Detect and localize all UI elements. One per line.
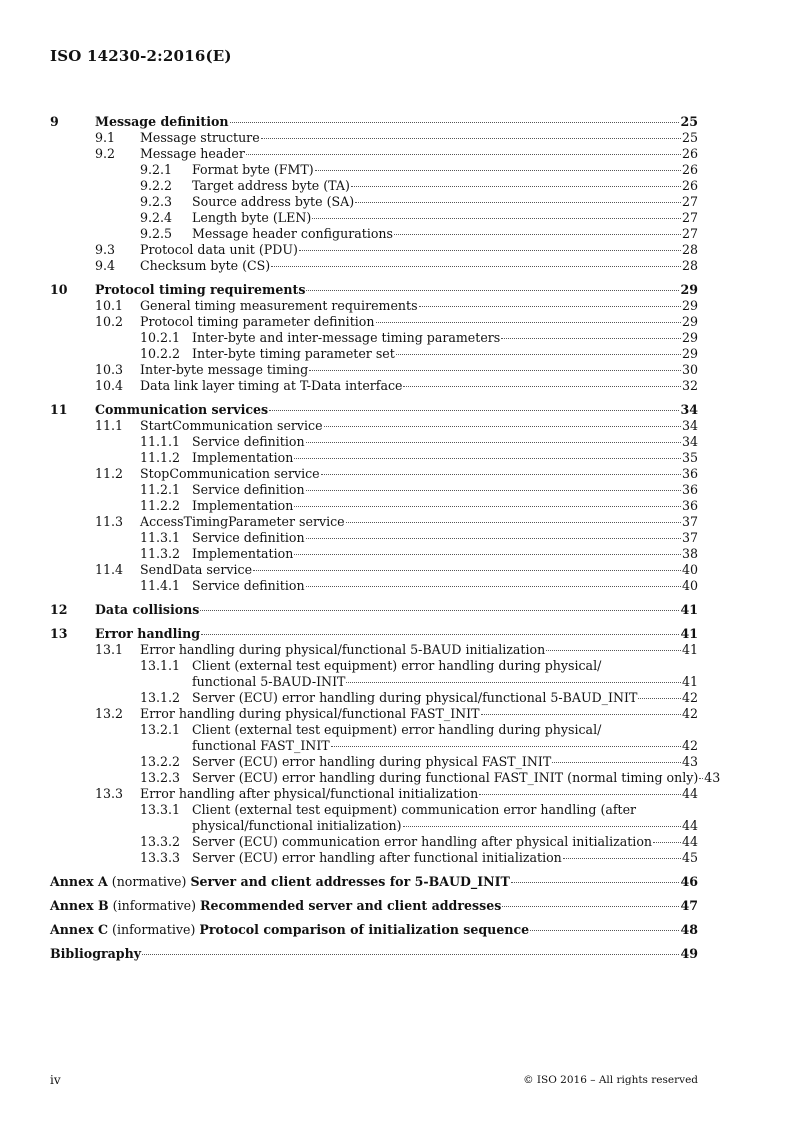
dot-leader xyxy=(312,218,681,219)
toc-entry-title-continued: functional 5-BAUD-INIT xyxy=(192,674,346,689)
table-of-contents xyxy=(50,114,721,962)
toc-entry-page: 30 xyxy=(681,362,698,377)
dot-leader xyxy=(299,250,681,251)
toc-entry-number: 13.2 xyxy=(95,706,124,721)
toc-subsection-13-2[interactable] xyxy=(50,706,698,722)
toc-entry-number: 11.1.2 xyxy=(140,450,181,465)
toc-entry-number: 9.4 xyxy=(95,258,116,273)
dot-leader xyxy=(653,842,681,843)
dot-leader xyxy=(306,586,681,587)
toc-entry-number: 13.1 xyxy=(95,642,124,657)
dot-leader xyxy=(315,170,681,171)
toc-entry-title: Error handling during physical/functional FAST_INIT xyxy=(140,706,480,721)
toc-entry-number: 13.3.1 xyxy=(140,802,181,817)
toc-subsection-9-2[interactable] xyxy=(50,146,698,162)
toc-subsubsection-13-1-1-continuation[interactable] xyxy=(50,674,698,690)
toc-entry-title: Service definition xyxy=(192,482,305,497)
dot-leader xyxy=(355,202,681,203)
toc-entry-page: 42 xyxy=(681,738,698,753)
dot-leader xyxy=(479,794,681,795)
toc-subsection-11-3[interactable] xyxy=(50,514,698,530)
toc-entry-page: 41 xyxy=(681,642,698,657)
dot-leader xyxy=(403,386,680,387)
toc-entry-number: 9.2 xyxy=(95,146,116,161)
annex-title: Protocol comparison of initialization sequence xyxy=(199,922,530,937)
dot-leader xyxy=(563,858,681,859)
toc-section-9[interactable] xyxy=(50,114,698,130)
toc-entry-number: 9.2.1 xyxy=(140,162,173,177)
dot-leader xyxy=(324,426,681,427)
toc-entry-number: 9.2.3 xyxy=(140,194,173,209)
toc-entry-number: 13.2.1 xyxy=(140,722,181,737)
dot-leader xyxy=(253,570,681,571)
toc-entry-title: Server (ECU) error handling during functional FAST_INIT (normal timing only) xyxy=(192,770,699,785)
toc-entry-title: Client (external test equipment) communication error handling (after xyxy=(192,802,637,817)
dot-leader xyxy=(246,154,681,155)
toc-subsubsection-9-2-1[interactable] xyxy=(50,162,698,178)
toc-entry-number: 9 xyxy=(50,114,59,129)
toc-entry-number: 13.3 xyxy=(95,786,124,801)
toc-entry-title: Protocol timing parameter definition xyxy=(140,314,375,329)
toc-entry-number: 10 xyxy=(50,282,68,297)
toc-entry-title: Checksum byte (CS) xyxy=(140,258,271,273)
annex-title: Server and client addresses for 5-BAUD_INIT xyxy=(190,874,510,889)
annex-title: Recommended server and client addresses xyxy=(200,898,502,913)
toc-entry-title: Message header configurations xyxy=(192,226,394,241)
dot-leader xyxy=(699,778,703,779)
toc-subsubsection-9-2-2[interactable] xyxy=(50,178,698,194)
toc-entry-number: 9.2.2 xyxy=(140,178,173,193)
toc-entry-page: 29 xyxy=(681,346,698,361)
dot-leader xyxy=(396,354,681,355)
dot-leader xyxy=(306,290,679,291)
toc-entry-title: Inter-byte timing parameter set xyxy=(192,346,395,361)
toc-entry-page: 37 xyxy=(681,514,698,529)
toc-subsection-11-2[interactable] xyxy=(50,466,698,482)
toc-entry-number: 11.2 xyxy=(95,466,124,481)
toc-entry-number: 9.3 xyxy=(95,242,116,257)
dot-leader xyxy=(269,410,679,411)
dot-leader xyxy=(230,122,680,123)
dot-leader xyxy=(394,234,681,235)
toc-subsection-11-1[interactable] xyxy=(50,418,698,434)
toc-entry-page: 43 xyxy=(681,754,698,769)
dot-leader xyxy=(403,826,681,827)
dot-leader xyxy=(294,458,681,459)
dot-leader xyxy=(419,306,681,307)
page-number: iv xyxy=(50,1073,61,1087)
toc-subsection-10-3[interactable] xyxy=(50,362,698,378)
toc-entry-number: 12 xyxy=(50,602,68,617)
toc-subsection-10-4[interactable] xyxy=(50,378,698,394)
toc-subsubsection-10-2-2[interactable] xyxy=(50,346,698,362)
toc-subsection-11-4[interactable] xyxy=(50,562,698,578)
toc-entry-title: General timing measurement requirements xyxy=(140,298,418,313)
toc-entry-page: 29 xyxy=(681,330,698,345)
toc-entry-page: 28 xyxy=(681,258,698,273)
toc-entry-number: 11.1 xyxy=(95,418,124,433)
toc-entry-title: Error handling during physical/functional 5-BAUD initialization xyxy=(140,642,546,657)
toc-entry-page: 42 xyxy=(681,706,698,721)
toc-entry-title: Service definition xyxy=(192,578,305,593)
toc-subsubsection-11-2-2[interactable] xyxy=(50,498,698,514)
toc-entry-page: 43 xyxy=(704,770,721,785)
dot-leader xyxy=(376,322,681,323)
toc-entry-page: 36 xyxy=(681,498,698,513)
toc-entry-title: AccessTimingParameter service xyxy=(140,514,345,529)
toc-entry-page: 41 xyxy=(680,626,698,641)
toc-entry-page: 40 xyxy=(681,578,698,593)
toc-subsubsection-9-2-3[interactable] xyxy=(50,194,698,210)
annex-label: Annex A xyxy=(50,874,108,889)
dot-leader xyxy=(511,882,680,883)
toc-entry-title: Error handling xyxy=(95,626,201,641)
toc-annex-a[interactable] xyxy=(50,874,698,890)
toc-subsubsection-11-3-2[interactable] xyxy=(50,546,698,562)
toc-section-10[interactable] xyxy=(50,282,698,298)
toc-entry-number: 13.3.2 xyxy=(140,834,181,849)
toc-entry-number: 11.2.1 xyxy=(140,482,181,497)
toc-entry-page: 25 xyxy=(681,130,698,145)
toc-entry-title-continued: functional FAST_INIT xyxy=(192,738,330,753)
toc-entry-page: 48 xyxy=(680,922,698,937)
toc-subsection-9-4[interactable] xyxy=(50,258,698,274)
toc-subsubsection-9-2-4[interactable] xyxy=(50,210,698,226)
annex-label: Annex C xyxy=(50,922,109,937)
toc-entry-title: Data collisions xyxy=(95,602,200,617)
toc-subsubsection-11-2-1[interactable] xyxy=(50,482,698,498)
toc-entry-title: StopCommunication service xyxy=(140,466,320,481)
toc-entry-page: 29 xyxy=(681,298,698,313)
toc-entry-page: 34 xyxy=(681,418,698,433)
toc-entry-page: 27 xyxy=(681,210,698,225)
toc-entry-page: 40 xyxy=(681,562,698,577)
toc-entry-page: 26 xyxy=(681,162,698,177)
toc-entry-page: 47 xyxy=(680,898,698,913)
toc-entry-title: Communication services xyxy=(95,402,269,417)
toc-entry-number: 11 xyxy=(50,402,68,417)
toc-entry-title: Server (ECU) error handling during physical FAST_INIT xyxy=(192,754,552,769)
toc-entry-number: 13.1.1 xyxy=(140,658,181,673)
toc-entry-page: 29 xyxy=(681,314,698,329)
toc-entry-page: 44 xyxy=(681,818,698,833)
toc-section-12[interactable] xyxy=(50,602,698,618)
toc-entry-page: 44 xyxy=(681,834,698,849)
copyright-notice: © ISO 2016 – All rights reserved xyxy=(523,1074,698,1086)
toc-entry-page: 26 xyxy=(681,146,698,161)
toc-entry-page: 37 xyxy=(681,530,698,545)
toc-section-11[interactable] xyxy=(50,402,698,418)
dot-leader xyxy=(261,138,681,139)
dot-leader xyxy=(200,610,679,611)
toc-entry-number: 9.1 xyxy=(95,130,116,145)
toc-entry-page: 32 xyxy=(681,378,698,393)
toc-entry-number: 10.1 xyxy=(95,298,124,313)
dot-leader xyxy=(351,186,681,187)
toc-entry-title: Message structure xyxy=(140,130,260,145)
toc-entry-page: 44 xyxy=(681,786,698,801)
toc-subsubsection-10-2-1[interactable] xyxy=(50,330,698,346)
toc-entry-number: 10.3 xyxy=(95,362,124,377)
toc-entry-number: 11.3 xyxy=(95,514,124,529)
toc-entry-page: 29 xyxy=(680,282,698,297)
annex-kind: (informative) xyxy=(112,898,196,913)
toc-entry-number: 11.2.2 xyxy=(140,498,181,513)
toc-subsubsection-13-2-1[interactable] xyxy=(50,722,698,738)
toc-entry-number: 11.3.1 xyxy=(140,530,181,545)
toc-entry-page: 25 xyxy=(680,114,698,129)
toc-entry-number: 13 xyxy=(50,626,68,641)
toc-entry-title: Format byte (FMT) xyxy=(192,162,314,177)
dot-leader xyxy=(502,906,679,907)
toc-subsubsection-11-1-2[interactable] xyxy=(50,450,698,466)
toc-entry-title: Server (ECU) error handling during physical/functional 5-BAUD_INIT xyxy=(192,690,638,705)
toc-entry-number: 9.2.4 xyxy=(140,210,173,225)
toc-entry-title: Data link layer timing at T-Data interface xyxy=(140,378,403,393)
dot-leader xyxy=(501,338,681,339)
bibliography-title: Bibliography xyxy=(50,946,142,961)
dot-leader xyxy=(271,266,681,267)
toc-entry-number: 9.2.5 xyxy=(140,226,173,241)
dot-leader xyxy=(331,746,681,747)
toc-entry-number: 10.2.1 xyxy=(140,330,181,345)
toc-entry-page: 49 xyxy=(680,946,698,961)
toc-entry-title: Client (external test equipment) error handling during physical/ xyxy=(192,658,602,673)
dot-leader xyxy=(530,930,679,931)
toc-subsubsection-13-3-2[interactable] xyxy=(50,834,698,850)
dot-leader xyxy=(321,474,681,475)
toc-entry-title: Length byte (LEN) xyxy=(192,210,312,225)
toc-entry-page: 28 xyxy=(681,242,698,257)
toc-entry-page: 42 xyxy=(681,690,698,705)
toc-subsection-10-2[interactable] xyxy=(50,314,698,330)
toc-entry-title: Client (external test equipment) error handling during physical/ xyxy=(192,722,602,737)
toc-subsubsection-13-2-2[interactable] xyxy=(50,754,698,770)
toc-entry-title: Message header xyxy=(140,146,245,161)
toc-annex-b[interactable] xyxy=(50,898,698,914)
annex-kind: (normative) xyxy=(111,874,187,889)
toc-entry-number: 10.2 xyxy=(95,314,124,329)
toc-subsubsection-9-2-5[interactable] xyxy=(50,226,698,242)
toc-bibliography[interactable] xyxy=(50,946,698,962)
toc-subsubsection-11-3-1[interactable] xyxy=(50,530,698,546)
toc-entry-title: SendData service xyxy=(140,562,253,577)
dot-leader xyxy=(309,370,681,371)
toc-subsection-9-1[interactable] xyxy=(50,130,698,146)
toc-subsubsection-13-1-2[interactable] xyxy=(50,690,698,706)
toc-entry-title: Service definition xyxy=(192,530,305,545)
toc-entry-title: Implementation xyxy=(192,498,294,513)
toc-subsubsection-13-3-1-continuation[interactable] xyxy=(50,818,698,834)
toc-entry-number: 11.4.1 xyxy=(140,578,181,593)
toc-subsection-13-3[interactable] xyxy=(50,786,698,802)
toc-subsubsection-13-3-1[interactable] xyxy=(50,802,698,818)
dot-leader xyxy=(552,762,681,763)
toc-entry-title: Server (ECU) communication error handling after physical initialization xyxy=(192,834,653,849)
toc-entry-title: StartCommunication service xyxy=(140,418,323,433)
annex-kind: (informative) xyxy=(112,922,196,937)
toc-entry-page: 26 xyxy=(681,178,698,193)
dot-leader xyxy=(346,682,681,683)
dot-leader xyxy=(306,442,681,443)
toc-entry-number: 13.2.3 xyxy=(140,770,181,785)
document-id-header: ISO 14230-2:2016(E) xyxy=(50,47,232,65)
toc-entry-page: 34 xyxy=(681,434,698,449)
toc-entry-title: Service definition xyxy=(192,434,305,449)
dot-leader xyxy=(306,538,681,539)
toc-entry-number: 11.3.2 xyxy=(140,546,181,561)
dot-leader xyxy=(546,650,681,651)
toc-entry-title: Implementation xyxy=(192,546,294,561)
toc-entry-number: 13.1.2 xyxy=(140,690,181,705)
toc-entry-page: 45 xyxy=(681,850,698,865)
toc-annex-c[interactable] xyxy=(50,922,698,938)
toc-entry-page: 36 xyxy=(681,482,698,497)
toc-entry-title: Implementation xyxy=(192,450,294,465)
toc-entry-page: 34 xyxy=(680,402,698,417)
toc-entry-title: Inter-byte message timing xyxy=(140,362,309,377)
dot-leader xyxy=(638,698,681,699)
dot-leader xyxy=(481,714,681,715)
dot-leader xyxy=(201,634,679,635)
toc-subsection-13-1[interactable] xyxy=(50,642,698,658)
toc-entry-page: 35 xyxy=(681,450,698,465)
toc-entry-title: Inter-byte and inter-message timing parameters xyxy=(192,330,501,345)
annex-label: Annex B xyxy=(50,898,109,913)
toc-subsubsection-13-1-1[interactable] xyxy=(50,658,698,674)
toc-section-13[interactable] xyxy=(50,626,698,642)
toc-subsubsection-13-2-3[interactable] xyxy=(50,770,721,786)
dot-leader xyxy=(294,554,681,555)
toc-subsubsection-13-3-3[interactable] xyxy=(50,850,698,866)
dot-leader xyxy=(346,522,681,523)
toc-subsection-10-1[interactable] xyxy=(50,298,698,314)
toc-entry-number: 10.4 xyxy=(95,378,124,393)
toc-subsection-9-3[interactable] xyxy=(50,242,698,258)
toc-subsubsection-11-4-1[interactable] xyxy=(50,578,698,594)
toc-entry-number: 11.4 xyxy=(95,562,124,577)
toc-entry-number: 10.2.2 xyxy=(140,346,181,361)
toc-entry-page: 46 xyxy=(680,874,698,889)
dot-leader xyxy=(142,954,679,955)
toc-entry-title: Target address byte (TA) xyxy=(192,178,350,193)
toc-entry-page: 38 xyxy=(681,546,698,561)
dot-leader xyxy=(306,490,681,491)
toc-entry-title: Protocol timing requirements xyxy=(95,282,306,297)
toc-entry-number: 13.3.3 xyxy=(140,850,181,865)
toc-entry-title: Protocol data unit (PDU) xyxy=(140,242,298,257)
toc-entry-number: 13.2.2 xyxy=(140,754,181,769)
toc-entry-title: Message definition xyxy=(95,114,229,129)
toc-entry-page: 41 xyxy=(681,674,698,689)
toc-entry-title: Error handling after physical/functional initialization xyxy=(140,786,479,801)
toc-entry-title: Server (ECU) error handling after functional initialization xyxy=(192,850,562,865)
toc-entry-page: 41 xyxy=(680,602,698,617)
dot-leader xyxy=(294,506,681,507)
toc-subsubsection-13-2-1-continuation[interactable] xyxy=(50,738,698,754)
toc-entry-title-continued: physical/functional initialization) xyxy=(192,818,402,833)
toc-entry-page: 36 xyxy=(681,466,698,481)
toc-entry-title: Source address byte (SA) xyxy=(192,194,355,209)
toc-entry-page: 27 xyxy=(681,194,698,209)
toc-subsubsection-11-1-1[interactable] xyxy=(50,434,698,450)
toc-entry-number: 11.1.1 xyxy=(140,434,181,449)
toc-entry-page: 27 xyxy=(681,226,698,241)
